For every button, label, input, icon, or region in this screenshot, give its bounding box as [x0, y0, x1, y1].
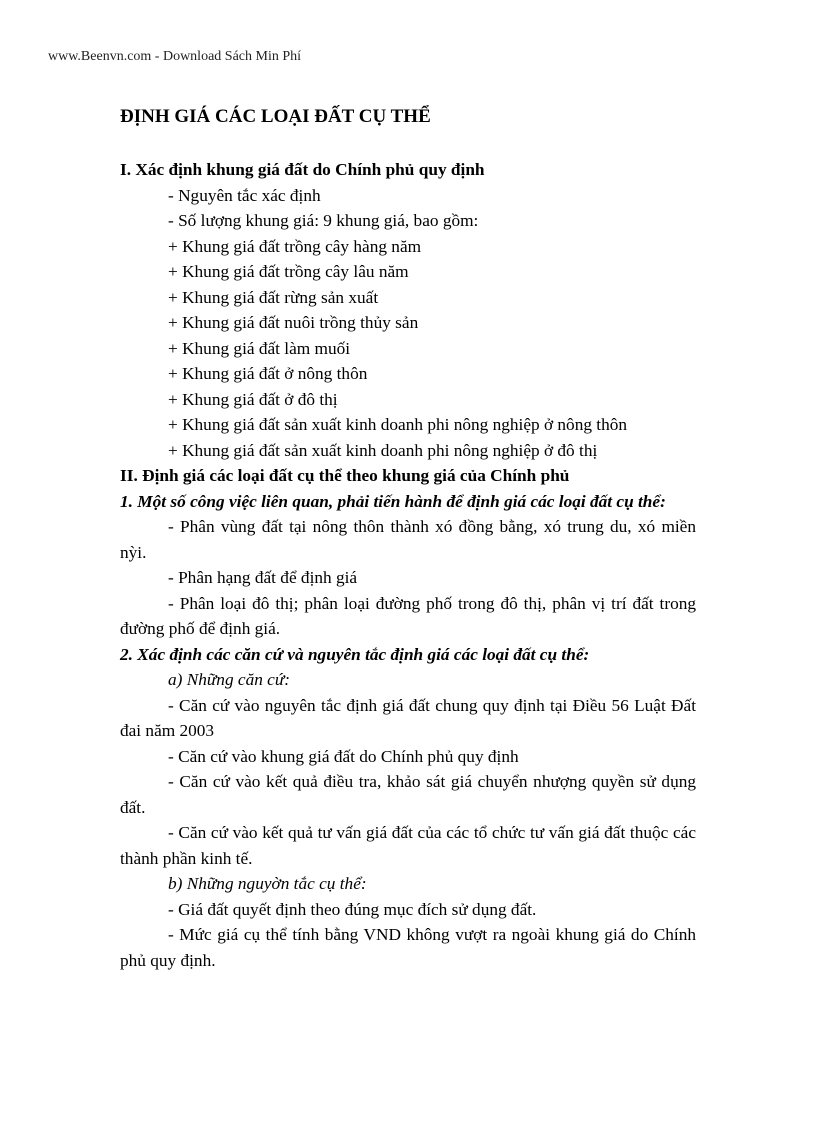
paragraph: - Căn cứ vào khung giá đất do Chính phủ quy định: [168, 746, 519, 766]
subsection-1-heading: 1. Một số công việc liên quan, phải tiến hành để định giá các loại đất cụ thể:: [120, 491, 666, 511]
paragraph: - Phân hạng đất để định giá: [168, 568, 358, 587]
list-item: - Nguyên tắc xác định: [168, 185, 321, 205]
page-header: www.Beenvn.com - Download Sách Min Phí: [48, 49, 302, 64]
paragraph: - Giá đất quyết định theo đúng mục đích sử dụng đất.: [168, 899, 537, 919]
paragraph: - Phân loại đô thị; phân loại đường phố trong đô thị, phân vị trí đất trong đường phố để định giá.: [120, 593, 696, 638]
list-item: + Khung giá đất trồng cây lâu năm: [168, 262, 409, 281]
list-item: + Khung giá đất làm muối: [168, 338, 351, 358]
list-item: + Khung giá đất trồng cây hàng năm: [168, 236, 422, 256]
list-item: - Số lượng khung giá: 9 khung giá, bao gồm:: [168, 211, 479, 230]
paragraph: - Mức giá cụ thể tính bằng VND không vượt ra ngoài khung giá do Chính phủ quy định.: [120, 925, 696, 970]
list-item: + Khung giá đất sản xuất kinh doanh phi nông nghiệp ở nông thôn: [168, 415, 628, 434]
subsection-2-heading: 2. Xác định các căn cứ và nguyên tắc định giá các loại đất cụ thể:: [120, 644, 590, 664]
list-item: + Khung giá đất nuôi trồng thủy sản: [168, 313, 419, 332]
list-item: + Khung giá đất rừng sản xuất: [168, 287, 379, 307]
paragraph: - Căn cứ vào nguyên tắc định giá đất chung quy định tại Điều 56 Luật Đất đai năm 2003: [120, 695, 696, 740]
list-item: + Khung giá đất ở nông thôn: [168, 364, 368, 383]
subheading-b: b) Những nguyờn tắc cụ thể:: [168, 874, 367, 893]
subheading-a: a) Những căn cứ:: [168, 670, 291, 689]
section-2-heading: II. Định giá các loại đất cụ thể theo khung giá của Chính phủ: [120, 466, 570, 485]
page-title: ĐỊNH GIÁ CÁC LOẠI ĐẤT CỤ THỂ: [120, 106, 431, 127]
paragraph: - Căn cứ vào kết quả tư vấn giá đất của các tổ chức tư vấn giá đất thuộc các thành phần kinh tế.: [120, 823, 696, 868]
paragraph: - Phân vùng đất tại nông thôn thành xó đồng bằng, xó trung du, xó miền nỳi.: [120, 517, 696, 562]
list-item: + Khung giá đất sản xuất kinh doanh phi nông nghiệp ở đô thị: [168, 440, 598, 460]
list-item: + Khung giá đất ở đô thị: [168, 389, 338, 409]
document-body: [120, 157, 696, 973]
paragraph: - Căn cứ vào kết quả điều tra, khảo sát giá chuyển nhượng quyền sử dụng đất.: [120, 772, 696, 817]
section-1-heading: I. Xác định khung giá đất do Chính phủ quy định: [120, 160, 485, 179]
